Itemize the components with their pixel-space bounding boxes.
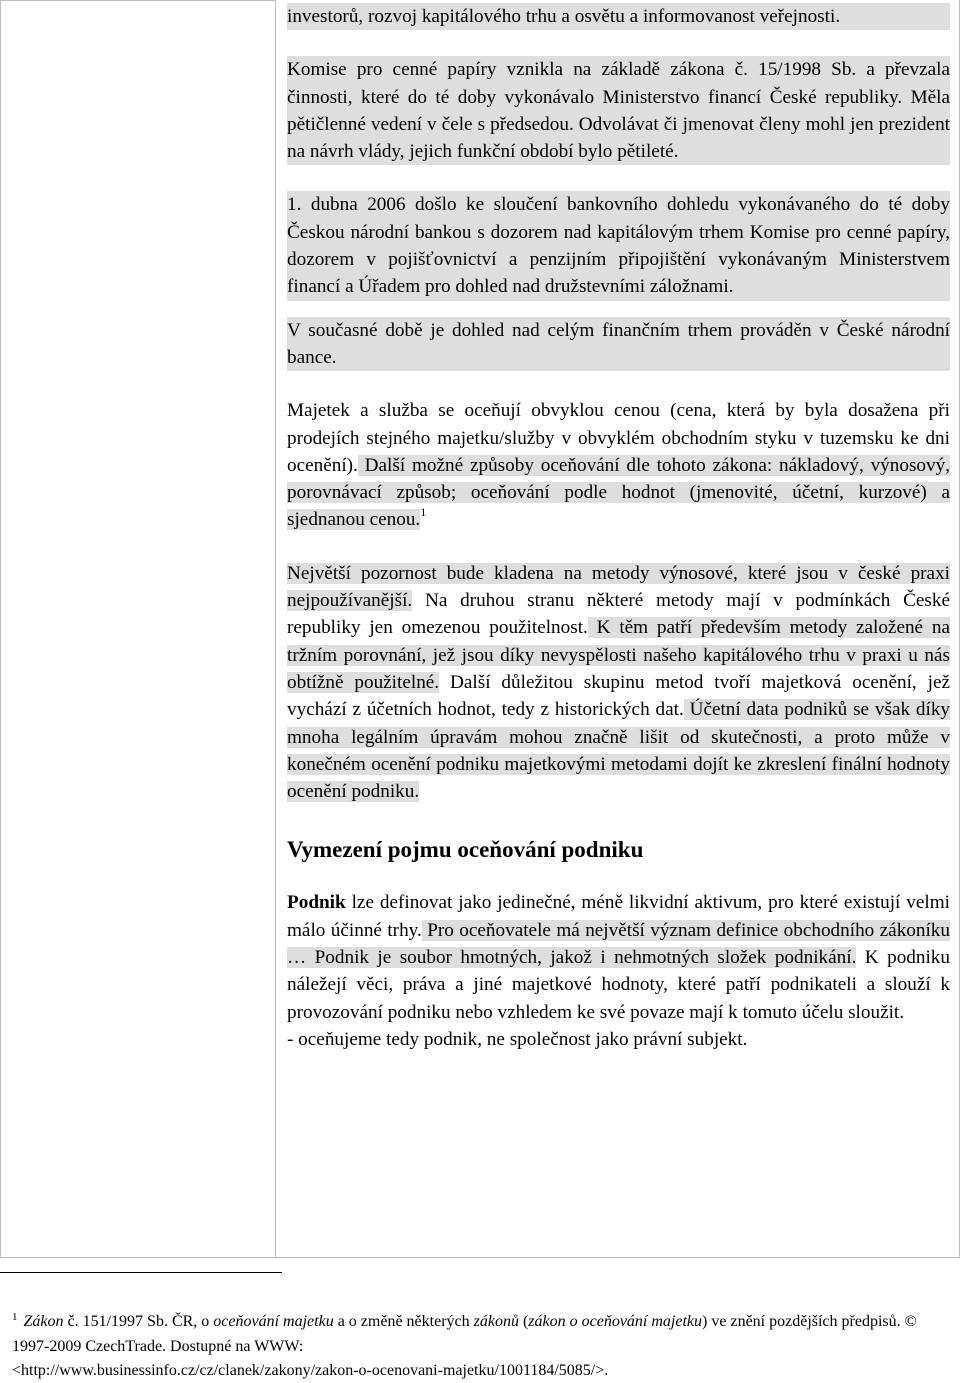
term-podnik: Podnik — [287, 892, 346, 914]
text-commercial-code: Pro oceňovatele má největší význam definice obchodního zákoníku … Podnik je soubor hmotných, jakož i nehmotných složek podnikání. — [287, 919, 950, 969]
text-unique-asset: lze definovat jako jedinečné, méně likvidní aktivum, pro které existují velmi málo účinné trhy. — [287, 892, 950, 941]
footnote-text-6: ( — [518, 1313, 529, 1330]
text-income-focus: Největší pozornost bude kladena na metody výnosové, které jsou v české praxi nejpoužívanější. — [287, 562, 950, 612]
paragraph-supervision-merger: 1. dubna 2006 došlo ke sloučení bankovního dohledu vykonávaného do té doby Českou národní bankou s dozorem nad kapitálovým trhem Komise pro cenné papíry, dozorem v pojišťovnictví a penzijním připojištění vykonávaným Ministerstvem financí a Úřadem pro dohled nad družstevními záložnami. — [287, 191, 950, 300]
paragraph-valuation-methods — [287, 397, 950, 533]
footnote-text-1: Zákon — [23, 1313, 64, 1330]
text-limited-use: Na druhou stranu některé metody mají v podmínkách České republiky jen omezenou použitelnost. — [287, 590, 950, 639]
footnote-url[interactable]: <http://www.businessinfo.cz/cz/clanek/zakony/zakon-o-ocenovani-majetku/1001184/5085/>. — [12, 1362, 609, 1379]
paragraph-cnb-tasks-end: investorů, rozvoj kapitálového trhu a osvětu a informovanost veřejnosti. — [287, 3, 950, 30]
text-other-methods: Další možné způsoby oceňování dle tohoto zákona: nákladový, výnosový, porovnávací způsob; oceňování podle hodnot (jmenovité, účetní, kurzové) a sjednanou cenou. — [287, 454, 950, 531]
text-enterprise-components: K podniku náležejí věci, práva a jiné majetkové hodnoty, které patří podnikateli a slouží k provozování podniku nebo vzhledem ke své povaze mají k tomuto účelu sloužit. — [287, 947, 950, 1023]
paragraph-enterprise-definition — [287, 889, 950, 1025]
paragraph-current-supervision: V současné době je dohled nad celým finančním trhem prováděn v České národní bance. — [287, 317, 950, 372]
footnote-separator — [0, 1272, 282, 1273]
paragraph-conclusion: - oceňujeme tedy podnik, ne společnost jako právní subjekt. — [287, 1028, 748, 1050]
document-body — [287, 3, 950, 1053]
paragraph-income-methods — [287, 560, 950, 806]
footnote-reference[interactable]: 1 — [420, 505, 427, 520]
section-heading: Vymezení pojmu oceňování podniku — [287, 837, 644, 863]
footnote-number: 1 — [12, 1311, 18, 1323]
footnote-text-3: oceňování majetku — [213, 1313, 334, 1330]
left-margin-frame — [0, 0, 276, 1258]
footnote-text-4: a o změně některých — [333, 1313, 474, 1330]
paragraph-securities-commission: Komise pro cenné papíry vznikla na základě zákona č. 15/1998 Sb. a převzala činnosti, které do té doby vykonávalo Ministerstvo financí České republiky. Měla pětičlenné vedení v čele s předsedou. Odvolávat či jmenovat členy mohl jen prezident na návrh vlády, jejich funkční období bylo pětileté. — [287, 56, 950, 165]
footnote-text-2: č. 151/1997 Sb. ČR, o — [63, 1313, 214, 1330]
footnote-text-8: ) ve znění pozdějších předpisů. © 1997-2009 CzechTrade. Dostupné na WWW: — [12, 1313, 917, 1355]
text-asset-methods: Další důležitou skupinu metod tvoří majetková ocenění, jež vychází z účetních hodnot, tedy z historických dat. — [287, 671, 950, 721]
text-usual-price: Majetek a služba se oceňují obvyklou cenou (cena, která by byla dosažena při prodejích stejného majetku/služby v obvyklém obchodním styku v tuzemsku ke dni ocenění). — [287, 400, 950, 476]
text-accounting-data: Účetní data podniků se však díky mnoha legálním úpravám mohou značně lišit od skutečnosti, a proto může v konečném ocenění podniku majetkovými metodami dojít ke zkreslení finální hodnoty ocenění podniku. — [287, 699, 951, 803]
footnote-text-5: zákonů — [473, 1313, 519, 1330]
footnote — [12, 1310, 942, 1383]
text-market-methods: K těm patří především metody založené na tržním porovnání, jež jsou díky nevyspělosti našeho kapitálového trhu v praxi u nás obtížně použitelné. — [287, 617, 950, 693]
footnote-text-7: zákon o oceňování majetku — [528, 1313, 703, 1330]
